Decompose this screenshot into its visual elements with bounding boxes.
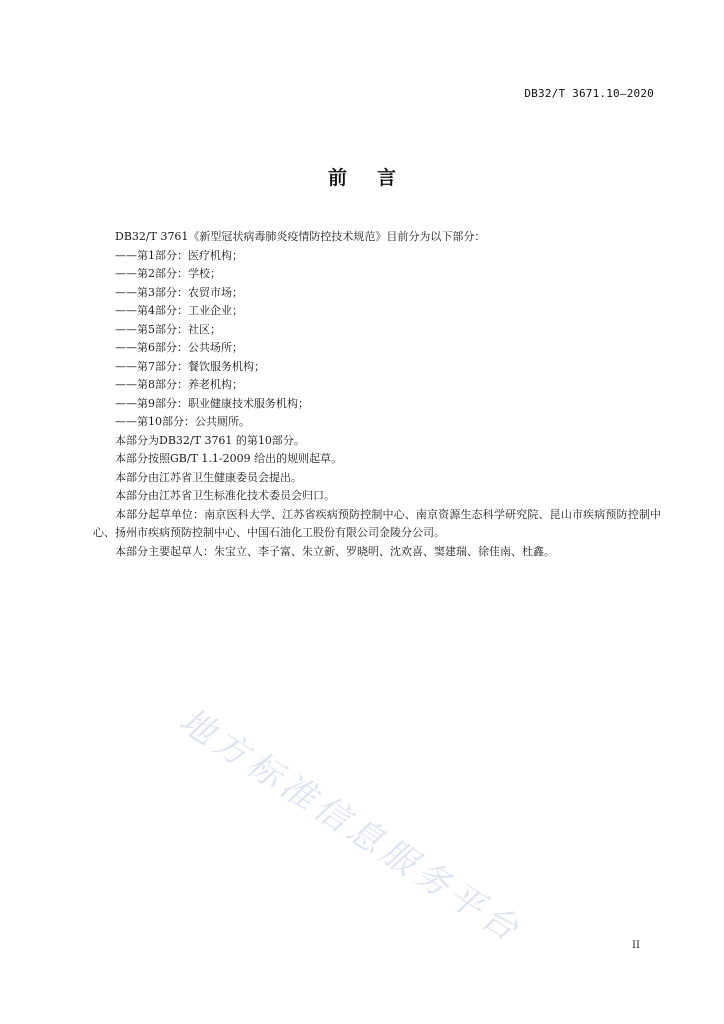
- document-code: DB32/T 3671.10—2020: [524, 87, 654, 100]
- part-list-item: ——第8部分：养老机构；: [115, 378, 243, 391]
- foreword-body: [93, 228, 661, 561]
- part-list-item: ——第4部分：工业企业；: [115, 304, 243, 317]
- intro-paragraph: DB32/T 3761《新型冠状病毒肺炎疫情防控技术规范》目前分为以下部分：: [115, 230, 486, 243]
- administered-by-statement: 本部分由江苏省卫生标准化技术委员会归口。: [115, 489, 335, 502]
- drafters-statement: 本部分主要起草人：朱宝立、李子富、朱立新、罗晓明、沈欢喜、窦建瑞、徐佳南、杜鑫。: [115, 544, 555, 558]
- page-title: 前言: [327, 167, 426, 189]
- part-list-item: ——第10部分：公共厕所。: [115, 415, 250, 428]
- part-list-item: ——第1部分：医疗机构；: [115, 248, 243, 262]
- part-list-item: ——第9部分：职业健康技术服务机构；: [115, 396, 309, 410]
- watermark-text: 地方标准信息服务平台: [172, 700, 530, 953]
- proposed-by-statement: 本部分由江苏省卫生健康委员会提出。: [115, 470, 302, 484]
- part-of-statement: 本部分为DB32/T 3761 的第10部分。: [115, 433, 305, 447]
- drafting-units-statement: 本部分起草单位：南京医科大学、江苏省疾病预防控制中心、南京资源生态科学研究院、昆山市疾病预防控制中心、扬州市疾病预防控制中心、中国石油化工股份有限公司金陵分公司。: [93, 507, 661, 539]
- drafting-rules-statement: 本部分按照GB/T 1.1-2009 给出的规则起草。: [115, 452, 343, 465]
- part-list-item: ——第3部分：农贸市场；: [115, 285, 243, 299]
- part-list-item: ——第7部分：餐饮服务机构；: [115, 359, 265, 373]
- part-list-item: ——第2部分：学校；: [115, 267, 221, 280]
- part-list-item: ——第5部分：社区；: [115, 322, 221, 336]
- page-number: II: [632, 940, 640, 951]
- part-list-item: ——第6部分：公共场所；: [115, 341, 243, 354]
